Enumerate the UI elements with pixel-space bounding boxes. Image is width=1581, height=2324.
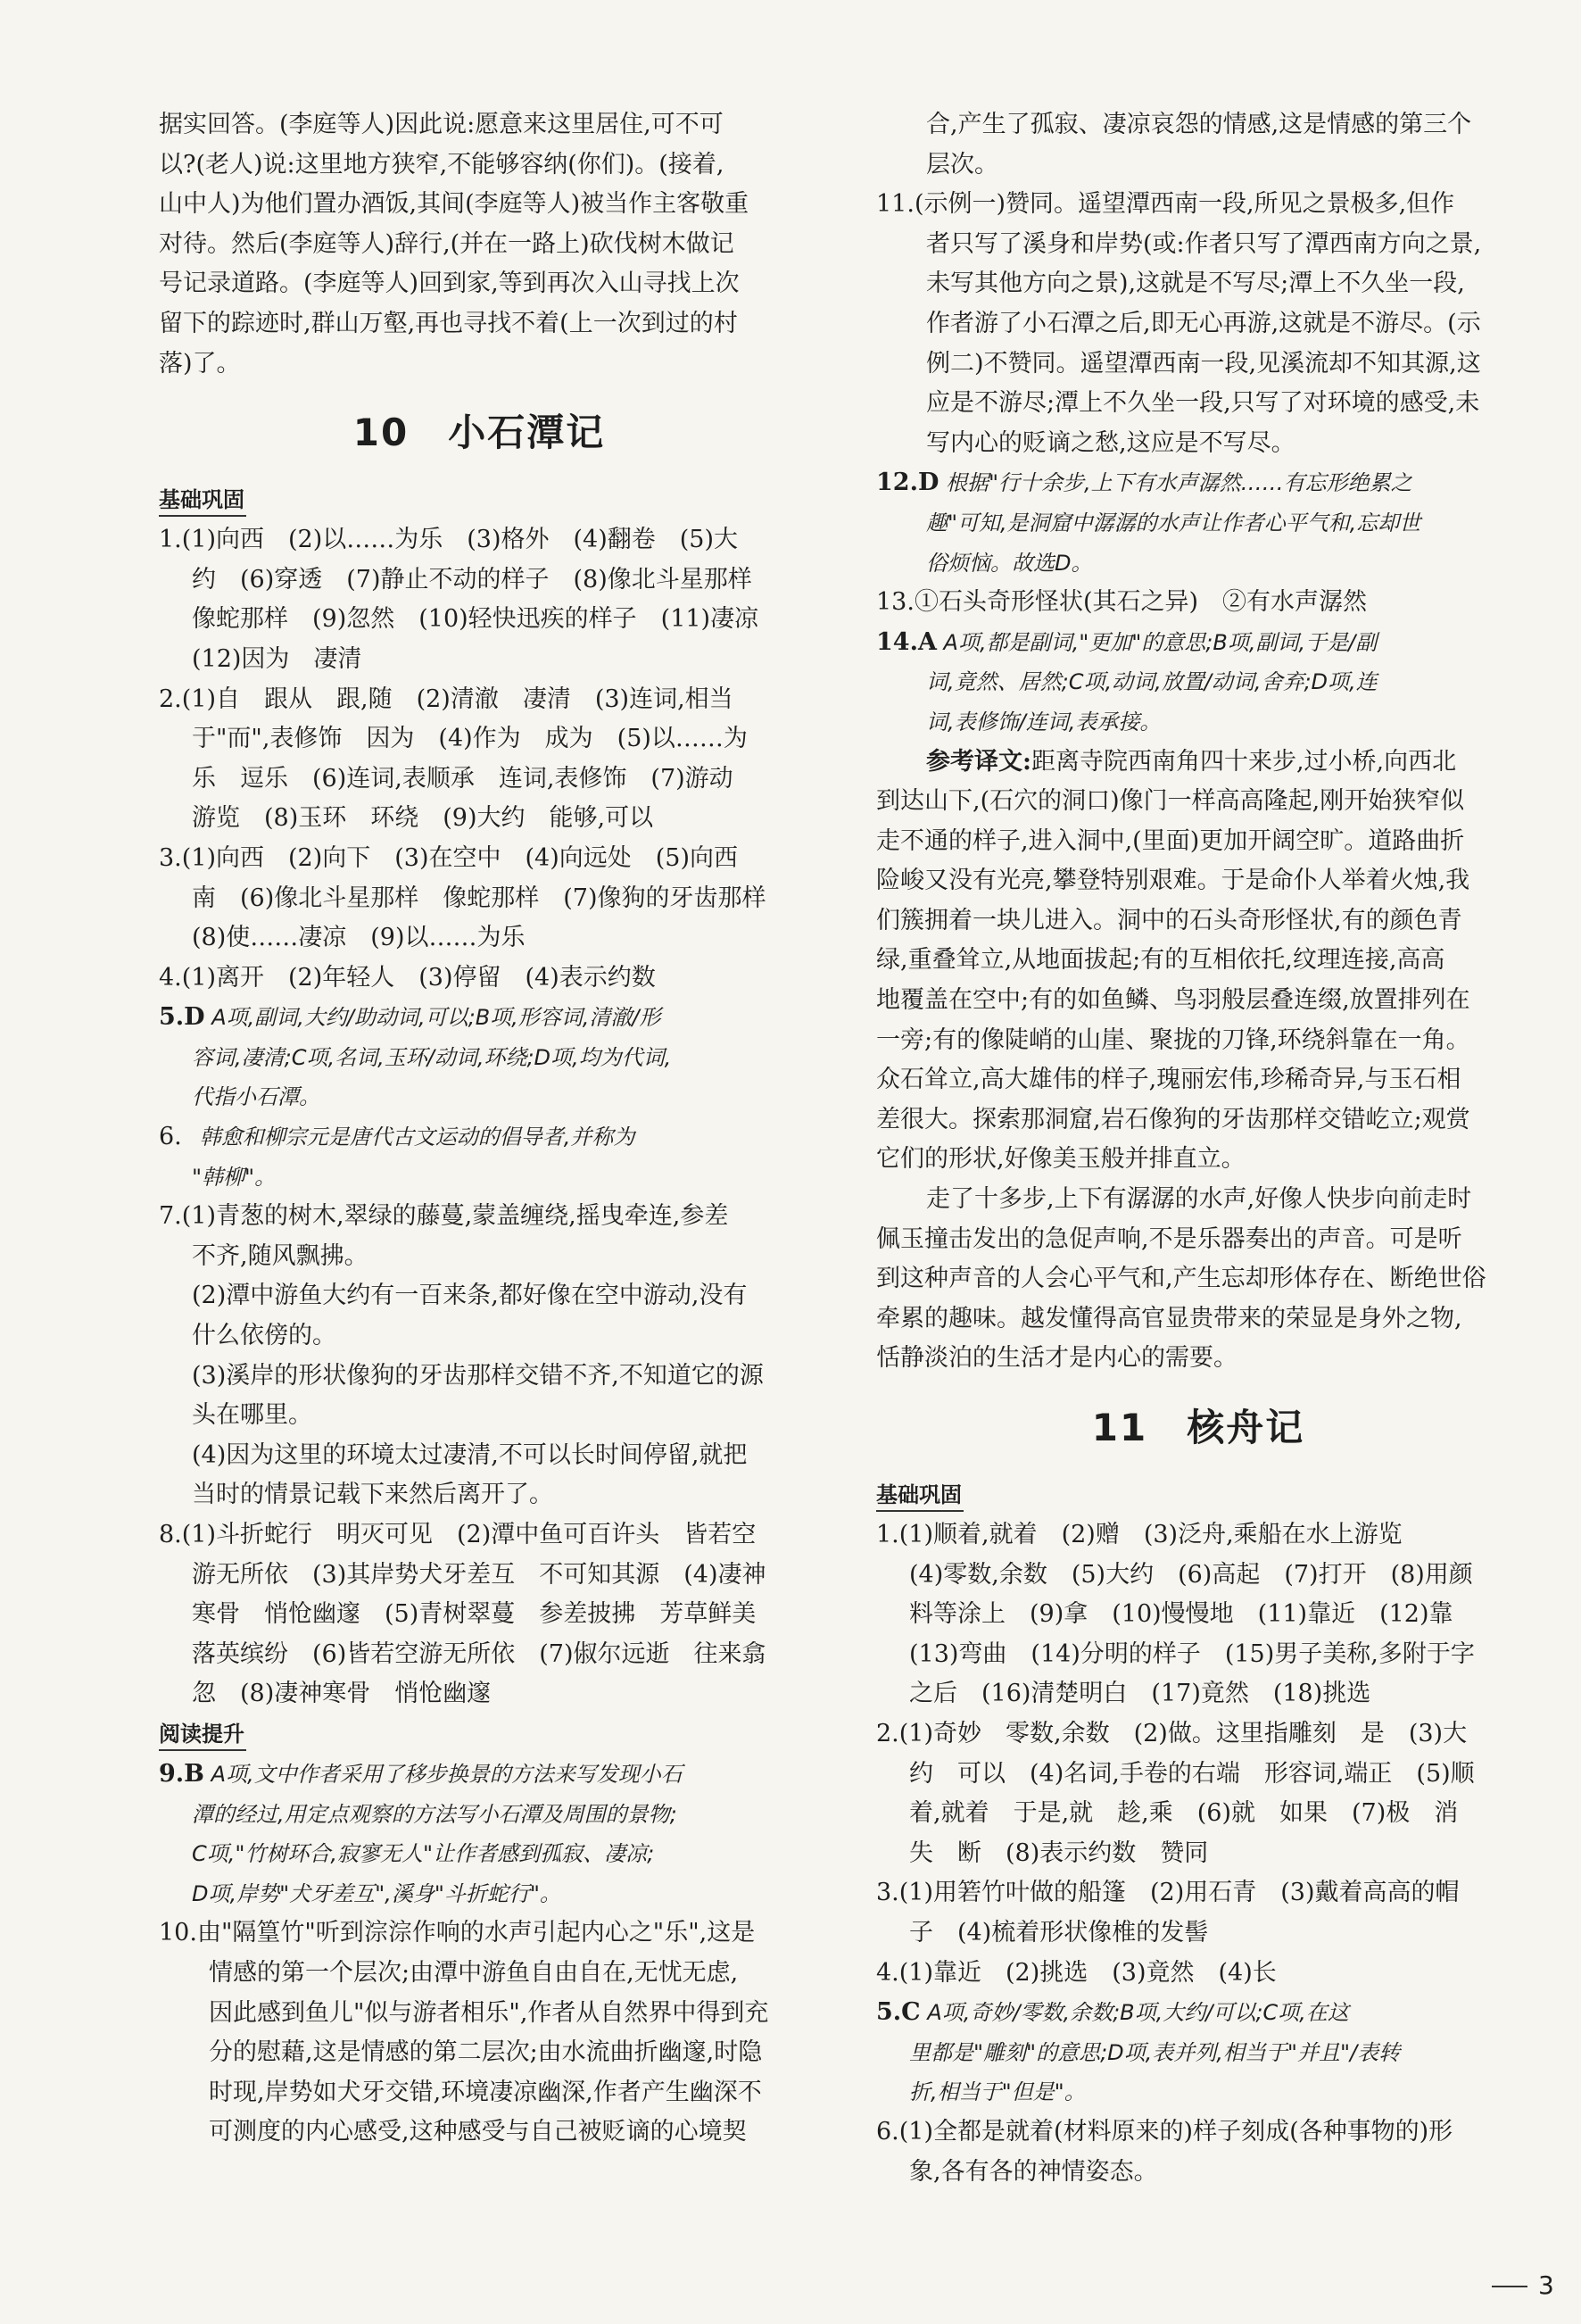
answer-1 — [159, 520, 799, 679]
text-line: 失 断 (8)表示约数 赞同 — [909, 1838, 1209, 1867]
text-line: 8.(1)斗折蛇行 明灭可见 (2)潭中鱼可百许头 皆若空 — [159, 1521, 757, 1548]
text-line: 层次。 — [926, 150, 998, 178]
text-line: 料等涂上 (9)拿 (10)慢慢地 (11)靠近 (12)靠 — [909, 1600, 1453, 1629]
text-line: 恬静淡泊的生活才是内心的需要。 — [876, 1344, 1237, 1373]
section-tag-basic: 基础巩固 — [159, 482, 246, 517]
answer-letter: 14.A — [876, 627, 937, 656]
text-line: 时现,岸势如犬牙交错,环境凄凉幽深,作者产生幽深不 — [209, 2078, 762, 2106]
text-line: 子 (4)梳着形状像椎的发髻 — [909, 1918, 1209, 1946]
text-line: 走不通的样子,进入洞中,(里面)更加开阔空旷。道路曲折 — [876, 826, 1465, 855]
text-line: 6.(1)全都是就着(材料原来的)样子刻成(各种事物的)形 — [876, 2117, 1453, 2146]
answer-9 — [159, 1755, 799, 1913]
text-line: 根据"行十余步,上下有水声潺然……有忘形绝累之 — [939, 470, 1412, 496]
text-line: 差很大。探索那洞窟,岩石像狗的牙齿那样交错屹立;观赏 — [876, 1105, 1470, 1133]
text-line: 它们的形状,好像美玉般并排直立。 — [876, 1145, 1246, 1174]
answer-13: 13.①石头奇形怪状(其石之异) ②有水声潺然 — [876, 588, 1368, 617]
text-line: 象,各有各的神情姿态。 — [909, 2157, 1158, 2186]
text-line: 约 (6)穿透 (7)静止不动的样子 (8)像北斗星那样 — [192, 565, 752, 593]
text-line: 佩玉撞击发出的急促声响,不是乐器奏出的声音。可是听 — [876, 1224, 1462, 1253]
text-line: C项,"竹树环合,寂寥无人"让作者感到孤寂、凄凉; — [192, 1841, 655, 1867]
translation-label: 参考译文: — [926, 747, 1031, 776]
text-line: 险峻又没有光亮,攀登特别艰难。于是命仆人举着火烛,我 — [876, 867, 1470, 895]
footer-dash — [1492, 2286, 1527, 2287]
text-line: 对待。然后(李庭等人)辞行,(并在一路上)砍伐树木做记 — [159, 229, 734, 258]
text-line: 俗烦恼。故选D。 — [926, 550, 1093, 576]
answer-12 — [876, 463, 1520, 583]
text-line: 忽 (8)凄神寒骨 悄怆幽邃 — [192, 1680, 492, 1708]
text-line: 之后 (16)清楚明白 (17)竟然 (18)挑选 — [909, 1680, 1371, 1708]
answer-k3 — [876, 1873, 1520, 1953]
text-line: 代指小石潭。 — [192, 1084, 320, 1110]
text-line: 写内心的贬谪之愁,这应是不写尽。 — [926, 428, 1295, 457]
answer-2 — [159, 680, 799, 839]
answer-10-continued — [876, 105, 1520, 185]
text-line: 南 (6)像北斗星那样 像蛇那样 (7)像狗的牙齿那样 — [192, 884, 766, 912]
text-line: 到这种声音的人会心平气和,产生忘却形体存在、断绝世俗 — [876, 1265, 1486, 1293]
answer-5 — [159, 998, 799, 1117]
text-line: 到达山下,(石穴的洞口)像门一样高高隆起,刚开始狭窄似 — [876, 787, 1465, 816]
answer-number: 6. — [159, 1123, 182, 1151]
text-line: 头在哪里。 — [192, 1401, 312, 1430]
text-line: 韩愈和柳宗元是唐代古文运动的倡导者,并称为 — [199, 1125, 635, 1150]
text-line: (4)因为这里的环境太过凄清,不可以长时间停留,就把 — [192, 1440, 748, 1469]
section-tag-basic-11: 基础巩固 — [876, 1477, 964, 1512]
text-line: 分的慰藉,这是情感的第二层次;由水流曲折幽邃,时隐 — [209, 2038, 763, 2067]
text-line: A项,都是副词,"更加"的意思;B项,副词,于是/副 — [936, 629, 1378, 655]
text-line: 容词,凄清;C项,名词,玉环/动词,环绕;D项,均为代词, — [192, 1044, 672, 1070]
text-line: 不齐,随风飘拂。 — [192, 1241, 368, 1270]
text-line: 一旁;有的像陡峭的山崖、聚拢的刀锋,环绕斜靠在一角。 — [876, 1025, 1470, 1054]
text-line: 词,竟然、居然;C项,动词,放置/动词,舍弃;D项,连 — [926, 669, 1378, 695]
answer-6 — [159, 1117, 799, 1197]
answer-k5 — [876, 1993, 1520, 2112]
text-line: 者只写了溪身和岸势(或:作者只写了潭西南方向之景, — [926, 229, 1482, 258]
text-line: 留下的踪迹时,群山万壑,再也寻找不着(上一次到过的村 — [159, 309, 738, 337]
text-line: 游览 (8)玉环 环绕 (9)大约 能够,可以 — [192, 804, 654, 833]
answer-14 — [876, 623, 1520, 743]
passage-continuation — [159, 105, 799, 384]
text-line: 1.(1)顺着,就着 (2)赠 (3)泛舟,乘船在水上游览 — [876, 1521, 1403, 1548]
answer-letter: 12.D — [876, 469, 939, 497]
answer-letter: 9.B — [159, 1759, 205, 1788]
text-line: 趣"可知,是洞窟中潺潺的水声让作者心平气和,忘却世 — [926, 510, 1421, 535]
text-line: 未写其他方向之景),这就是不写尽;潭上不久坐一段, — [926, 270, 1465, 298]
answer-8 — [159, 1515, 799, 1714]
text-line: 例二)不赞同。遥望潭西南一段,见溪流却不知其源,这 — [926, 349, 1481, 378]
text-line: 2.(1)自 跟从 跟,随 (2)清澈 凄清 (3)连词,相当 — [159, 685, 733, 713]
text-line: (13)弯曲 (14)分明的样子 (15)男子美称,多附于字 — [909, 1639, 1475, 1668]
answer-k1 — [876, 1515, 1520, 1714]
text-line: 地覆盖在空中;有的如鱼鳞、鸟羽般层叠连缀,放置排列在 — [876, 986, 1470, 1015]
text-line: 走了十多步,上下有潺潺的水声,好像人快步向前走时 — [926, 1185, 1472, 1214]
text-line: 们簇拥着一块儿进入。洞中的石头奇形怪状,有的颜色青 — [876, 906, 1462, 934]
answer-letter: 5.C — [876, 1998, 921, 2027]
text-line: 应是不游尽;潭上不久坐一段,只写了对环境的感受,未 — [926, 389, 1480, 418]
text-line: 号记录道路。(李庭等人)回到家,等到再次入山寻找上次 — [159, 270, 740, 298]
answer-10 — [159, 1913, 799, 2153]
text-line: (8)使……凄凉 (9)以……为乐 — [192, 924, 526, 952]
text-line: 词,表修饰/连词,表承接。 — [926, 709, 1162, 735]
text-line: 11.(示例一)赞同。遥望潭西南一段,所见之景极多,但作 — [876, 190, 1455, 219]
text-line: 情感的第一个层次;由潭中游鱼自由自在,无忧无虑, — [209, 1958, 739, 1987]
text-line: 可测度的内心感受,这种感受与自己被贬谪的心境契 — [209, 2118, 747, 2146]
right-column — [876, 105, 1520, 2192]
text-line: 游无所依 (3)其岸势犬牙差互 不可知其源 (4)凄神 — [192, 1560, 766, 1589]
text-line: 落)了。 — [159, 349, 241, 378]
lesson-title-10: 10 小石潭记 — [352, 411, 606, 455]
text-line: D项,岸势"犬牙差互",溪身"斗折蛇行"。 — [192, 1880, 561, 1906]
text-line: (12)因为 凄清 — [192, 644, 362, 673]
text-line: 众石耸立,高大雄伟的样子,瑰丽宏伟,珍稀奇异,与玉石相 — [876, 1066, 1461, 1094]
text-line: 3.(1)用箬竹叶做的船篷 (2)用石青 (3)戴着高高的帽 — [876, 1879, 1460, 1907]
answer-letter: 5.D — [159, 1003, 205, 1032]
text-line: (4)零数,余数 (5)大约 (6)高起 (7)打开 (8)用颜 — [909, 1560, 1473, 1589]
text-line: A项,奇妙/零数,余数;B项,大约/可以;C项,在这 — [920, 2000, 1349, 2026]
answer-k2 — [876, 1714, 1520, 1873]
text-line: 牵累的趣味。越发懂得高官显贵带来的荣显是身外之物, — [876, 1304, 1462, 1332]
answer-k6 — [876, 2112, 1520, 2192]
text-line: 乐 逗乐 (6)连词,表顺承 连词,表修饰 (7)游动 — [192, 764, 733, 793]
text-line: 着,就着 于是,就 趁,乘 (6)就 如果 (7)极 消 — [909, 1799, 1459, 1828]
answer-k4: 4.(1)靠近 (2)挑选 (3)竟然 (4)长 — [876, 1958, 1277, 1987]
text-line: 以?(老人)说:这里地方狭窄,不能够容纳(你们)。(接着, — [159, 150, 724, 178]
text-line: 2.(1)奇妙 零数,余数 (2)做。这里指雕刻 是 (3)大 — [876, 1719, 1468, 1747]
answer-3 — [159, 839, 799, 959]
answer-7 — [159, 1197, 799, 1515]
text-line: 因此感到鱼儿"似与游者相乐",作者从自然界中得到充 — [209, 1998, 769, 2027]
text-line: 寒骨 悄怆幽邃 (5)青树翠蔓 参差披拂 芳草鲜美 — [192, 1600, 757, 1629]
text-line: 约 可以 (4)名词,手卷的右端 形容词,端正 (5)顺 — [909, 1759, 1475, 1788]
text-line: 据实回答。(李庭等人)因此说:愿意来这里居住,可不可 — [159, 111, 724, 138]
reference-translation — [876, 743, 1520, 1380]
text-line: 距离寺院西南角四十来步,过小桥,向西北 — [1031, 747, 1457, 776]
text-line: "韩柳"。 — [192, 1164, 277, 1190]
text-line: 10.由"隔篁竹"听到淙淙作响的水声引起内心之"乐",这是 — [159, 1919, 756, 1947]
text-line: 1.(1)向西 (2)以……为乐 (3)格外 (4)翻卷 (5)大 — [159, 526, 738, 554]
text-line: 3.(1)向西 (2)向下 (3)在空中 (4)向远处 (5)向西 — [159, 843, 738, 872]
text-line: 什么依傍的。 — [192, 1322, 336, 1350]
text-line: 里都是"雕刻"的意思;D项,表并列,相当于"并且"/表转 — [909, 2039, 1401, 2065]
text-line: 于"而",表修饰 因为 (4)作为 成为 (5)以……为 — [192, 725, 748, 753]
text-line: 当时的情景记载下来然后离开了。 — [192, 1481, 553, 1509]
text-line: 绿,重叠耸立,从地面拔起;有的互相依托,纹理连接,高高 — [876, 946, 1445, 975]
text-line: A项,文中作者采用了移步换景的方法来写发现小石 — [204, 1761, 683, 1787]
text-line: 像蛇那样 (9)忽然 (10)轻快迅疾的样子 (11)凄凉 — [192, 605, 759, 634]
text-line: A项,副词,大约/助动词,可以;B项,形容词,清澈/形 — [204, 1005, 661, 1031]
text-line: 合,产生了孤寂、凄凉哀怨的情感,这是情感的第三个 — [926, 111, 1472, 138]
text-line: 潭的经过,用定点观察的方法写小石潭及周围的景物; — [192, 1801, 677, 1827]
section-tag-reading: 阅读提升 — [159, 1716, 246, 1751]
text-line: (2)潭中游鱼大约有一百来条,都好像在空中游动,没有 — [192, 1282, 748, 1310]
lesson-title-11: 11 核舟记 — [1091, 1406, 1305, 1449]
page-footer — [1492, 2270, 1554, 2300]
text-line: 作者游了小石潭之后,即无心再游,这就是不游尽。(示 — [926, 309, 1481, 337]
text-line: 折,相当于"但是"。 — [909, 2079, 1086, 2105]
text-line: 落英缤纷 (6)皆若空游无所依 (7)俶尔远逝 往来翕 — [192, 1639, 766, 1668]
left-column — [159, 105, 799, 2153]
text-line: (3)溪岸的形状像狗的牙齿那样交错不齐,不知道它的源 — [192, 1361, 764, 1390]
page-number: 3 — [1538, 2270, 1554, 2300]
answer-11 — [876, 185, 1520, 463]
answer-4: 4.(1)离开 (2)年轻人 (3)停留 (4)表示约数 — [159, 963, 656, 992]
text-line: 7.(1)青葱的树木,翠绿的藤蔓,蒙盖缠绕,摇曳牵连,参差 — [159, 1202, 729, 1231]
text-line: 山中人)为他们置办酒饭,其间(李庭等人)被当作主客敬重 — [159, 190, 749, 219]
